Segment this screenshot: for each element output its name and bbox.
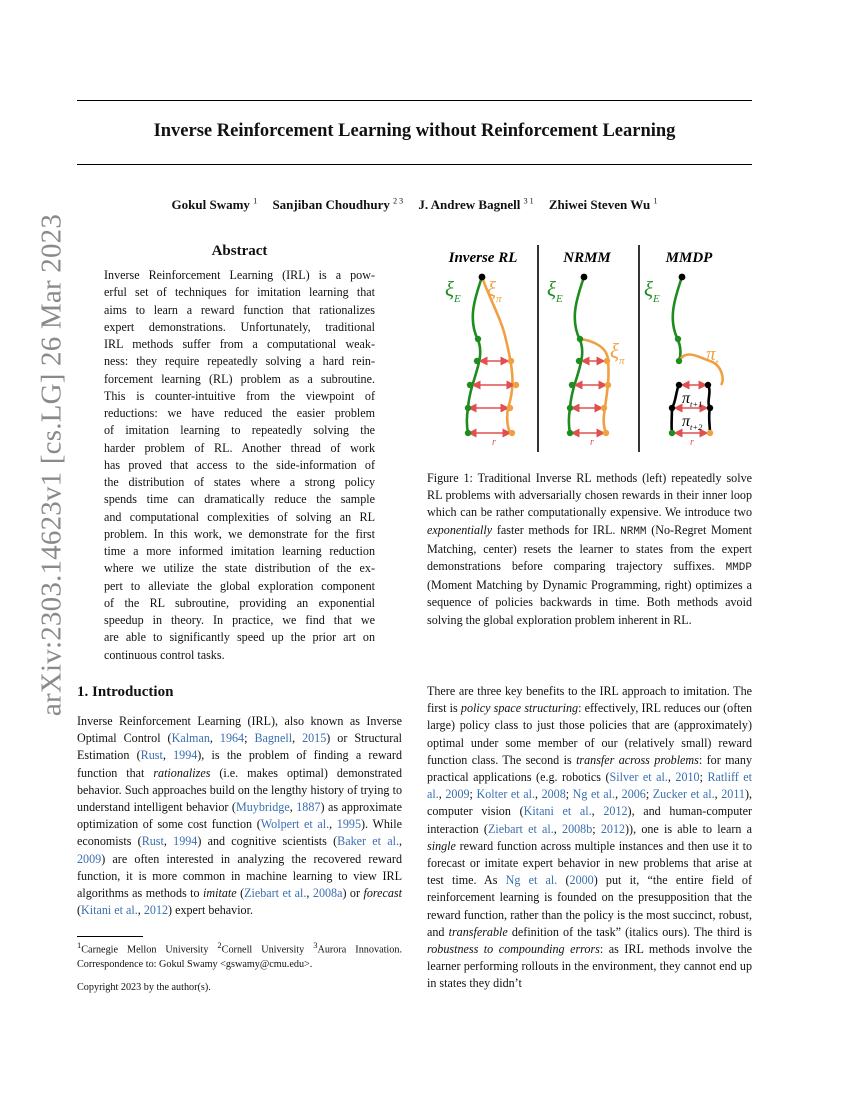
abstract-line: harder problem of RL. Another thread of work (104, 440, 375, 455)
citation-link[interactable]: 2000 (569, 873, 594, 888)
author-affiliation: 1 (253, 197, 258, 206)
abstract-line: ness: they require repeatedly solving a hard rein- (104, 354, 375, 369)
author (549, 197, 658, 212)
start-node (479, 274, 486, 281)
start-node (679, 274, 686, 281)
citation-link[interactable]: 2012 (143, 903, 169, 918)
expert-node (474, 358, 480, 364)
learner-node (601, 405, 607, 411)
citation-link[interactable]: Silver et al. (609, 770, 668, 785)
abstract-line: are able to significantly speed up the prior art on (104, 630, 375, 645)
learner-node (707, 430, 713, 436)
citation-link[interactable]: 2012 (603, 804, 628, 819)
author-name: Sanjiban Choudhury (272, 197, 390, 213)
caption-text: (No-Regret Moment Matching, center) resets the learner to states from the expert demonstrations before comparing trajectory suffixes. (427, 522, 752, 574)
citation-link[interactable]: 1887 (296, 800, 321, 815)
citation-link[interactable]: 2015 (302, 731, 327, 746)
caption-code-mmdp: MMDP (725, 562, 752, 575)
citation-link[interactable]: Bagnell (254, 731, 293, 746)
citation-link[interactable]: Muybridge (235, 800, 290, 815)
learner-node (513, 382, 519, 388)
author (172, 197, 258, 212)
citation-link[interactable]: 1994 (173, 748, 198, 763)
panel-title-mmdp: MMDP (665, 250, 713, 266)
abstract-line: and computational complexities of solving an RL (104, 509, 375, 524)
citation-link[interactable]: 1995 (336, 817, 361, 832)
reward-label: r (492, 437, 496, 448)
pi-t1-label: $\pi_{t+1}$ (682, 390, 703, 409)
abstract-heading: Abstract (211, 243, 268, 259)
citation-link[interactable]: 2012 (600, 821, 626, 836)
xi-e-label: $\xi_E$ (445, 277, 461, 305)
citation-link[interactable]: 2009 (445, 787, 470, 802)
expert-node (569, 382, 575, 388)
learner-node (509, 430, 515, 436)
abstract-line: pert to alleviate the global exploration component (104, 578, 375, 593)
panel-inverse-rl (445, 274, 519, 448)
abstract-line: reductions: we have reduced the easier problem (104, 406, 375, 420)
author-list (77, 197, 752, 213)
author-name: Gokul Swamy (171, 197, 250, 213)
expert-node (465, 405, 471, 411)
learner-node (603, 430, 609, 436)
pi-t2-label: $\pi_{t+2}$ (682, 413, 703, 432)
intro-paragraph-2: There are three key benefits to the IRL approach to imitation. The first is policy space structuring: effectively, IRL reduces our (often large) policy class to just those policies that are (approximately) optimal under some member of our (relatively small) reward function class. The second is transfer across problems: for many practical applications (e.g. robotics (Silver et al., 2010; Ratliff et al., 2009; Kolter et al., 2008; Ng et al., 2006; Zucker et al., 2011), computer vision (Kitani et al., 2012), and human-computer interaction (Ziebart et al., 2008b; 2012)), one is able to learn a single reward function across multiple instances and then use it to forecast or imitate expert behavior in new problems that arise at test time. As Ng et al. (2000) put it, “the entire field of reinforcement learning is founded on the presupposition that the reward function, rather than the policy is the most succinct, robust, and transferable definition of the task” (italics ours). The third is robustness to compounding errors: as IRL methods involve the learner performing rollouts in the environment, they cannot end up in states they didn’t (427, 684, 753, 991)
caption-text: faster methods for IRL. (492, 522, 621, 537)
citation-link[interactable]: Ng et al. (572, 787, 616, 802)
intro-paragraph: Inverse Reinforcement Learning (IRL), also known as Inverse Optimal Control (Kalman, 1964; Bagnell, 2015) or Structural Estimation (Rust, 1994), is the problem of finding a reward function that rationalizes (i.e. makes optimal) demonstrated behavior. Such approaches build on the lengthy history of trying to understand intelligent behavior (Muybridge, 1887) as approximate optimization of some cost function (Wolpert et al., 1995). While economists (Rust, 1994) and cognitive scientists (Baker et al., 2009) are often interested in analyzing the recovered reward function, it is more common in machine learning to view IRL algorithms as methods to imitate (Ziebart et al., 2008a) or forecast (Kitani et al., 2012) expert behavior. (77, 714, 403, 918)
abstract-line: IRL methods suffer from a computational weak- (104, 337, 375, 351)
xi-pi-label: $\xi_\pi$ (487, 277, 502, 305)
expert-node (675, 336, 681, 342)
abstract-line: continuous control tasks. (104, 647, 225, 662)
policy-node (669, 405, 675, 411)
caption-code-nrmm: NRMM (620, 525, 647, 538)
learner-node (507, 405, 513, 411)
citation-link[interactable]: Wolpert et al. (260, 817, 330, 832)
footnote-rule (77, 936, 143, 937)
abstract-line: forcement learning (RL) problem as a subroutine. (104, 371, 375, 386)
citation-link[interactable]: Ziebart et al. (244, 886, 307, 901)
expert-node (465, 430, 471, 436)
expert-trajectory (673, 277, 682, 361)
learner-node (605, 382, 611, 388)
abstract-line: time a more informed imitation learning reduction (104, 544, 375, 558)
reward-label: r (590, 437, 594, 448)
xi-e-label: $\xi_E$ (547, 277, 563, 305)
learner-node (508, 358, 514, 364)
abstract-line: problem. In this work, we demonstrate for the first (104, 526, 375, 541)
section-heading-introduction: 1. Introduction (77, 684, 174, 700)
citation-link[interactable]: 2011 (721, 787, 745, 802)
citation-link[interactable]: 1964 (219, 731, 245, 746)
citation-link[interactable]: Kitani et al. (81, 903, 138, 918)
abstract-line: aims to learn a reward function that rationalizes (104, 302, 375, 317)
policy-node (676, 382, 682, 388)
panel-title-nrmm: NRMM (563, 250, 611, 266)
learner-node (705, 382, 711, 388)
xi-e-label: $\xi_E$ (644, 277, 660, 305)
footnote: $^1$Carnegie Mellon University $^2$Cornell University $^3$Aurora Innovation. Correspondence to: Gokul Swamy <gswamy@cmu.edu>. (77, 940, 402, 970)
citation-link[interactable]: Kolter et al. (476, 787, 535, 802)
citation-link[interactable]: Rust (141, 834, 164, 849)
citation-link[interactable]: Kitani et al. (523, 804, 592, 819)
title-rule-bottom (77, 164, 752, 165)
expert-node (467, 382, 473, 388)
abstract-body (104, 267, 375, 664)
figure-1 (420, 240, 760, 465)
reward-label: r (690, 437, 694, 448)
pi-t-label: $\pi_t$ (706, 344, 719, 369)
caption-emphasis: exponentially (427, 522, 493, 537)
arxiv-id: arXiv:2303.14623v1 [cs.LG] 26 Mar 2023 (35, 213, 68, 717)
citation-link[interactable]: Ziebart et al. (487, 821, 554, 836)
citation-link[interactable]: 2008b (562, 821, 593, 836)
author-name: J. Andrew Bagnell (418, 197, 521, 213)
abstract-line: speedup in theory. In practice, we find that we (104, 613, 375, 627)
caption-text: (Moment Matching by Dynamic Programming, right) optimizes a sequence of policies backwards in time. Both methods avoid solving the global exploration problem inherent in RL. (427, 578, 752, 627)
abstract-line: This is counter-intuitive from the viewpoint of (104, 388, 375, 403)
abstract-line: spends time can dramatically reduce the sample (104, 492, 375, 507)
expert-node (676, 358, 682, 364)
figure-caption (427, 470, 752, 629)
citation-link[interactable]: 2009 (77, 851, 102, 866)
panel-title-inverse-rl: Inverse RL (448, 250, 518, 266)
abstract-line: of imitation learning to repeatedly solving the (104, 423, 375, 438)
panel-nrmm (547, 274, 625, 448)
expert-node (576, 358, 582, 364)
title-rule-top (77, 100, 752, 101)
citation-link[interactable]: 2006 (621, 787, 646, 802)
expert-node (475, 336, 481, 342)
caption-text: Figure 1: Traditional Inverse RL methods (left) repeatedly solve RL problems with adversarially chosen rewards in their inner loop which can be rather computationally expensive. We introduce two (427, 471, 752, 520)
citation-link[interactable]: 2010 (675, 770, 700, 785)
copyright-notice: Copyright 2023 by the author(s). (77, 982, 211, 993)
expert-node (567, 430, 573, 436)
abstract-line: expert demonstrations. Unfortunately, traditional (104, 319, 375, 334)
citation-link[interactable]: Rust (140, 748, 163, 763)
author (418, 197, 533, 212)
author-affiliation: 1 (653, 197, 658, 206)
author (272, 197, 403, 212)
author-affiliation: 2 3 (393, 197, 404, 206)
citation-link[interactable]: 2008 (541, 787, 566, 802)
panel-mmdp (644, 274, 723, 448)
author-affiliation: 3 1 (523, 197, 534, 206)
learner-trajectory (580, 339, 609, 433)
abstract-line: the distribution of states where a strong policy (104, 475, 375, 489)
citation-link[interactable]: Baker et al. (337, 834, 399, 849)
citation-link[interactable]: Zucker et al. (652, 787, 715, 802)
citation-link[interactable]: 1994 (173, 834, 198, 849)
xi-pi-label: $\xi_\pi$ (610, 339, 625, 367)
expert-node (567, 405, 573, 411)
paper-title: Inverse Reinforcement Learning without Reinforcement Learning (153, 121, 676, 141)
abstract-line: erful set of techniques for imitation learning that (104, 285, 375, 300)
abstract-line: has proved that access to the side-information of (104, 457, 375, 472)
learner-node (707, 405, 713, 411)
citation-link[interactable]: 2008a (312, 886, 343, 901)
citation-link[interactable]: Kalman (171, 731, 210, 746)
abstract-line: of the RL subroutine, providing an exponential (104, 595, 375, 610)
expert-node (577, 336, 583, 342)
start-node (581, 274, 588, 281)
expert-node (669, 430, 675, 436)
citation-link[interactable]: Ng et al. (505, 873, 558, 888)
abstract-line: Inverse Reinforcement Learning (IRL) is a pow- (104, 268, 375, 282)
abstract-line: where we utilize the state distribution of the ex- (104, 561, 375, 576)
author-name: Zhiwei Steven Wu (548, 197, 651, 213)
citation-link[interactable]: Ratliff et al. (427, 770, 753, 802)
